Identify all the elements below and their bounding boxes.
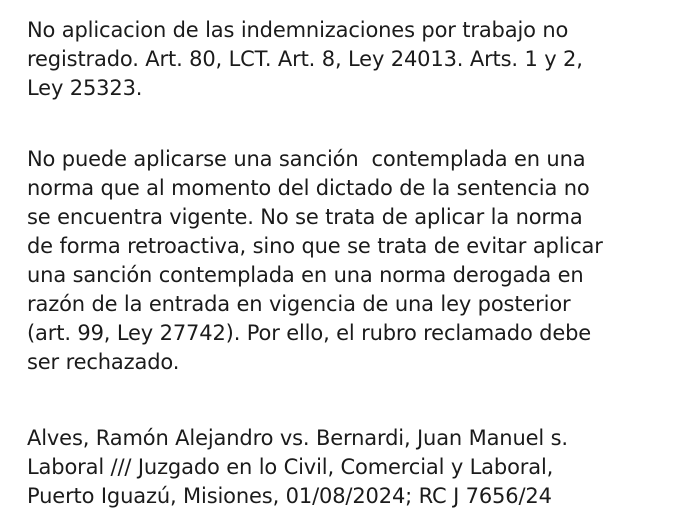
- text-line: norma que al momento del dictado de la sentencia no: [27, 176, 590, 200]
- body-paragraph: [27, 145, 603, 377]
- text-line: No puede aplicarse una sanción contemplada en una: [27, 147, 586, 171]
- text-line: razón de la entrada en vigencia de una ley posterior: [27, 292, 571, 316]
- text-line: (art. 99, Ley 27742). Por ello, el rubro reclamado debe: [27, 321, 592, 345]
- text-line: registrado. Art. 80, LCT. Art. 8, Ley 24013. Arts. 1 y 2,: [27, 47, 583, 71]
- heading-paragraph: [27, 16, 583, 103]
- text-line: de forma retroactiva, sino que se trata de evitar aplicar: [27, 234, 603, 258]
- text-line: Alves, Ramón Alejandro vs. Bernardi, Juan Manuel s.: [27, 426, 568, 450]
- text-line: No aplicacion de las indemnizaciones por trabajo no: [27, 18, 569, 42]
- text-line: se encuentra vigente. No se trata de aplicar la norma: [27, 205, 583, 229]
- text-line: Laboral /// Juzgado en lo Civil, Comercial y Laboral,: [27, 455, 554, 479]
- text-line: Puerto Iguazú, Misiones, 01/08/2024; RC J 7656/24: [27, 484, 552, 508]
- text-line: ser rechazado.: [27, 350, 180, 374]
- text-line: Ley 25323.: [27, 76, 143, 100]
- citation-paragraph: [27, 424, 568, 511]
- text-line: una sanción contemplada en una norma derogada en: [27, 263, 584, 287]
